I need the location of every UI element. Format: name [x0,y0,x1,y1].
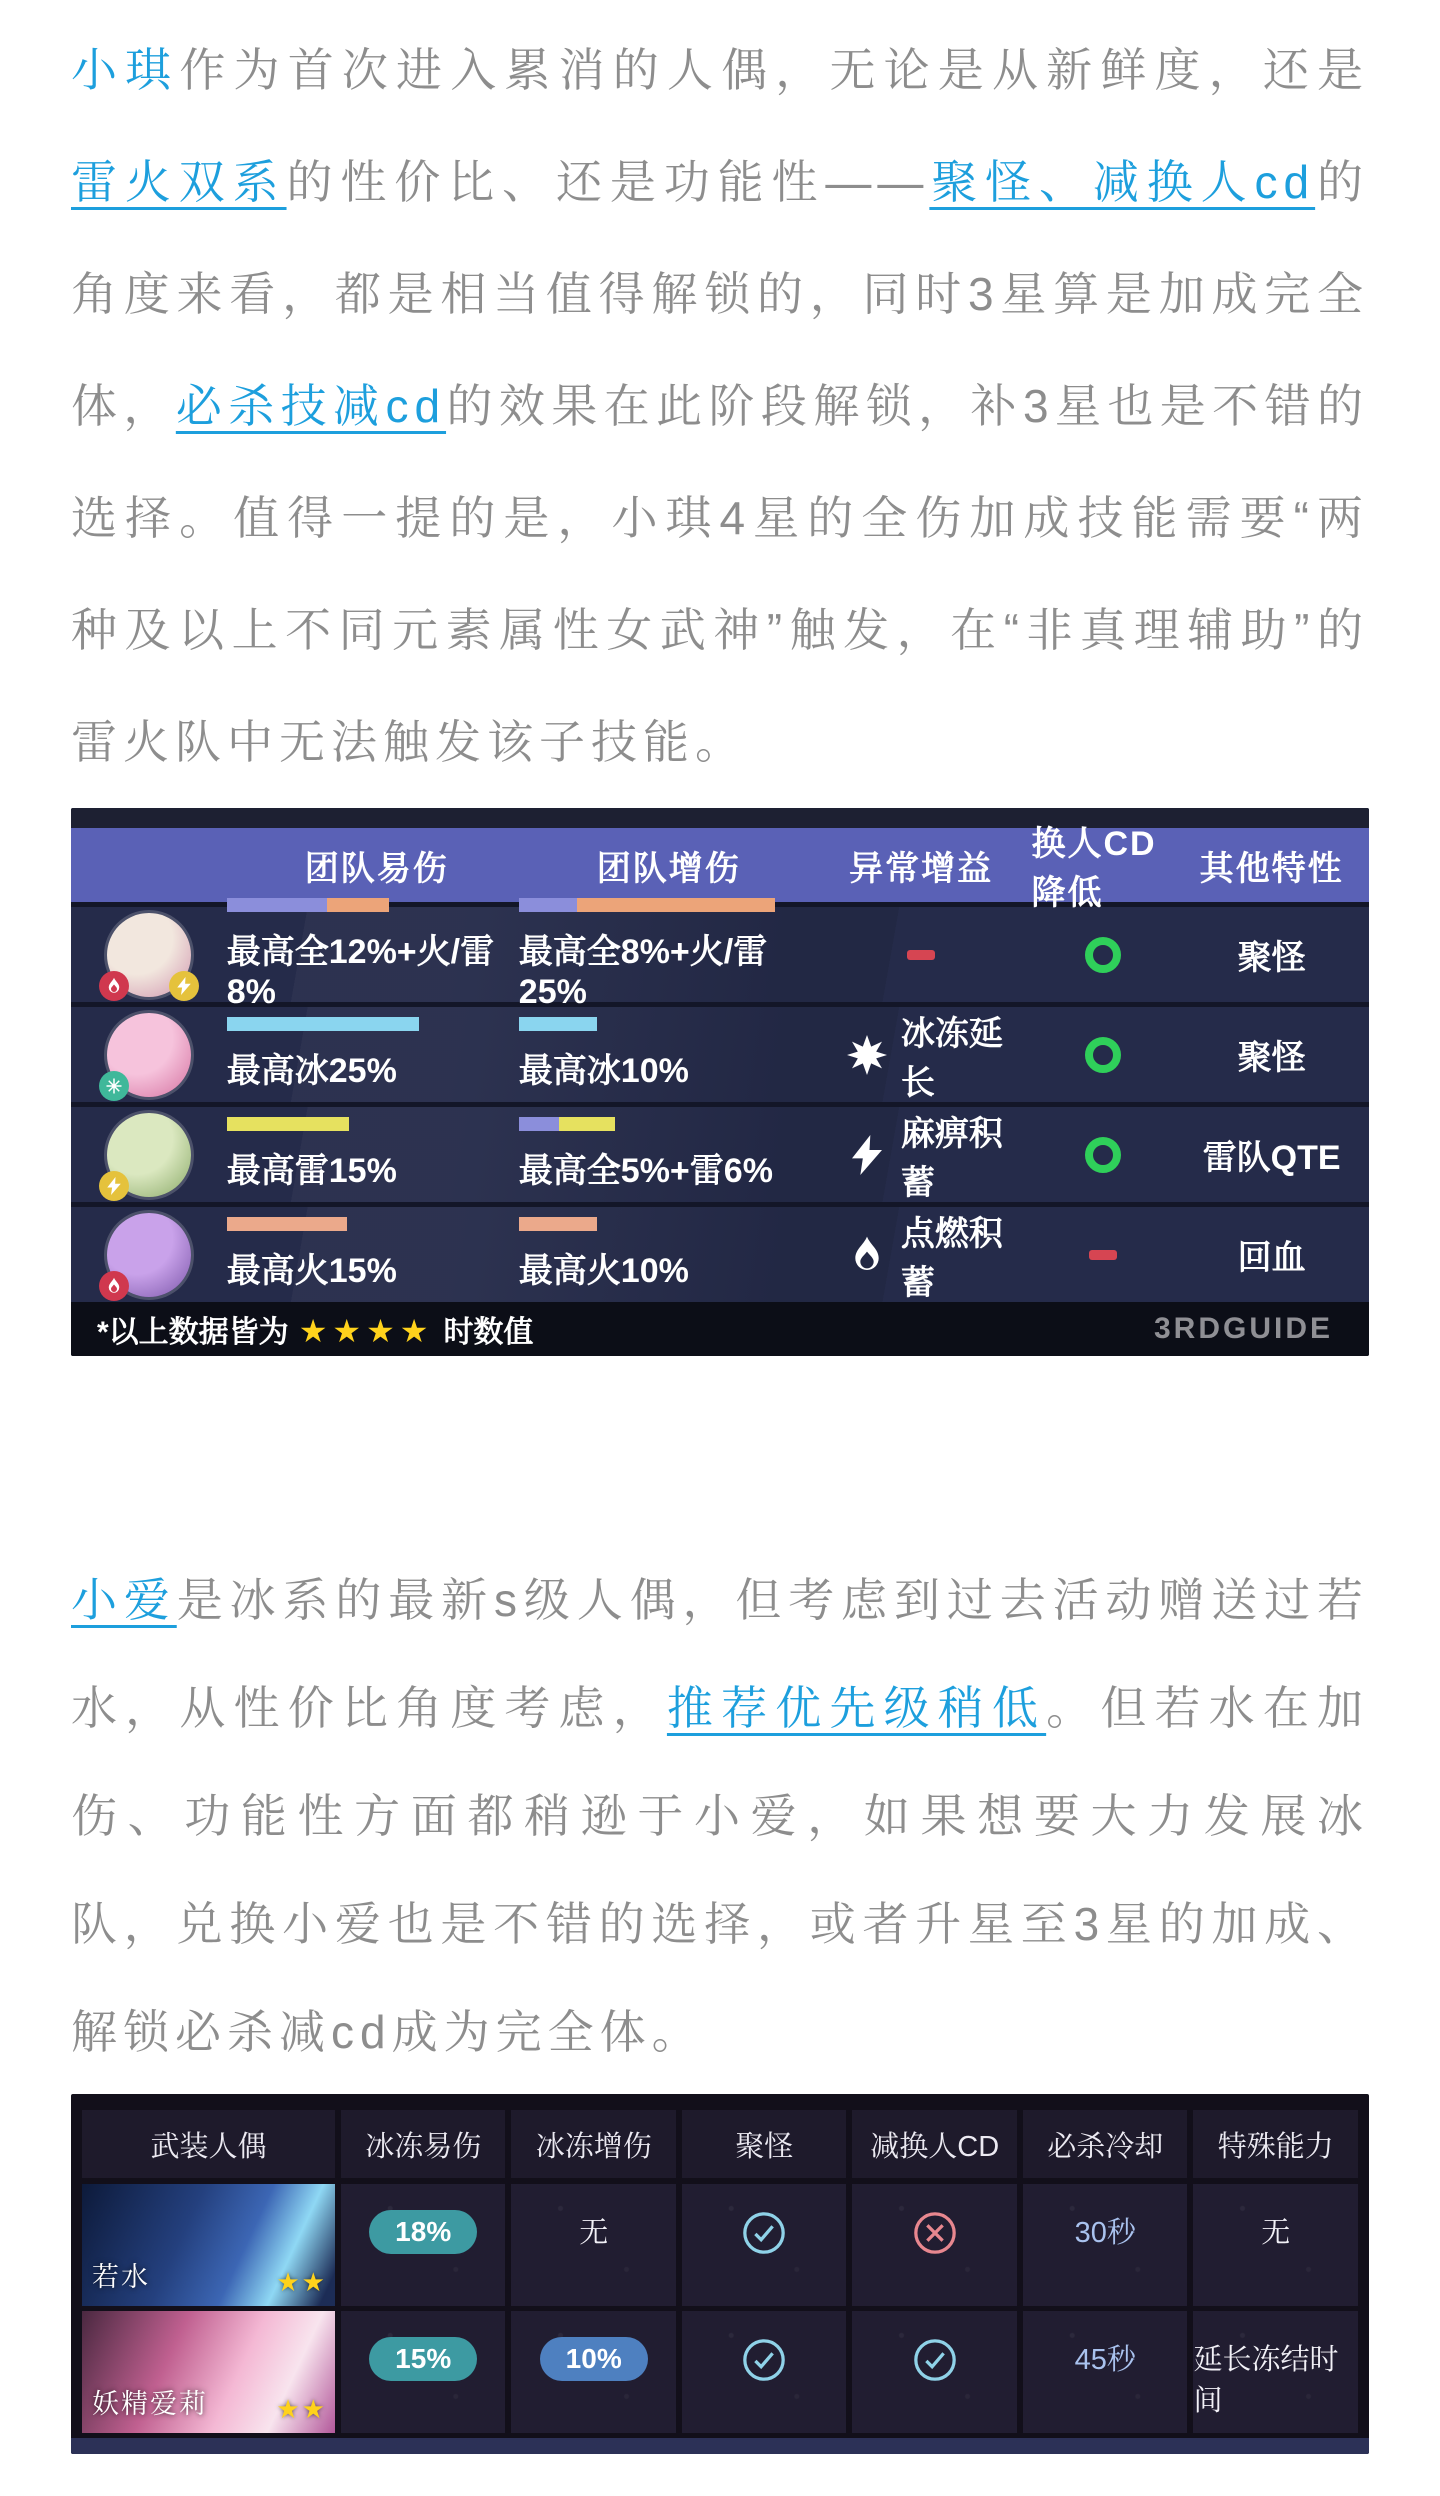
inline-link[interactable]: 聚怪、减换人cd [929,156,1316,208]
team-vulnerability-cell [227,1117,519,1192]
stat-bar-segment [227,1117,349,1131]
table2-column-header: 武装人偶 [82,2110,335,2178]
paragraph-xiaoai [71,1546,1369,2086]
none-dash-icon [1089,1250,1117,1260]
ice-vulnerability-cell [341,2311,506,2433]
text-segment: 作为首次进入累消的人偶，无论是从新鲜度，还是 [179,44,1370,96]
inline-link[interactable]: 必杀技减cd [175,380,447,432]
stat-label: 最高全12%+火/雷8% [226,932,495,1011]
cross-circle-icon [912,2210,958,2264]
avatar-cell [71,1213,227,1297]
avatar-cell [71,913,227,997]
special-ability-cell [1193,2184,1358,2306]
footnote-suffix: 时数值 [443,1316,534,1349]
table1-column-header: 换人CD降低 [1031,825,1157,912]
percent-pill: 18% [369,2210,477,2254]
team-vulnerability-cell [227,1017,519,1092]
stat-bar [519,1117,811,1131]
stat-bar-segment [227,1017,419,1031]
stat-bar [227,1217,519,1231]
team-damage-boost-cell [519,1017,811,1092]
team-damage-boost-cell [519,898,811,1012]
team-vulnerability-cell [227,1217,519,1292]
table1-footnote-bar [71,1302,1369,1356]
inline-link[interactable]: 雷火双系 [71,156,287,208]
check-circle-icon [741,2210,787,2264]
cell-text: 延长冻结时间 [1193,2344,1339,2417]
table1-column-header: 团队增伤 [596,849,741,888]
doll-name-label: 若水 [92,2262,150,2292]
check-circle-icon [912,2337,958,2391]
fire-badge-icon [99,971,129,1001]
stat-bar-segment [327,898,389,912]
stat-label: 最高雷15% [226,1152,397,1190]
stat-bar-segment [519,898,577,912]
paragraph-xiaoqi [71,14,1369,798]
table1-row [71,1102,1369,1202]
ruoshui-avatar [82,2184,335,2306]
ice-dolls-table-screenshot [71,2094,1369,2454]
lightning-badge-icon [169,971,199,1001]
ice-damage-boost-cell [511,2311,676,2433]
stat-bar [227,898,519,912]
abnormal-buff-cell [811,1006,1032,1104]
table1-row [71,1002,1369,1102]
table1-row [71,902,1369,1011]
text-segment: 的效果在此阶段解锁，补3星也是不错的选择。值得一提的是，小琪4星的全伤加成技能需要“两种及以上不同元素属性女武神”触发，在“非真理辅助”的雷火队中无法触发该子技能。 [71,380,1369,768]
table2-column-header: 冰冻增伤 [511,2110,676,2178]
stat-bar-segment [519,1217,597,1231]
cell-text: 无 [1261,2217,1291,2249]
abnormal-buff-cell [811,1206,1032,1304]
text-segment: 的角度来看，都是相当值得解锁的，同时3星算是加成完全体， [71,156,1370,432]
ice-damage-boost-cell [511,2184,676,2306]
table2-column-header: 必杀冷却 [1023,2110,1188,2178]
stat-bar-segment [519,1117,559,1131]
table2-grid [79,2110,1361,2438]
stat-bar [519,1217,811,1231]
none-dash-icon [907,950,935,960]
text-segment: 的性价比、还是功能性—— [286,156,930,208]
table1-column-header: 团队易伤 [304,849,449,888]
stat-label: 最高火15% [226,1252,397,1290]
snow-badge-icon [99,1071,129,1101]
fire-purple-avatar [107,1213,191,1297]
stat-bar [227,1017,519,1031]
stat-bar-segment [559,1117,615,1131]
inline-link[interactable]: 推荐优先级稍低 [666,1682,1047,1734]
ult-cooldown-cell [1023,2311,1188,2433]
lightning-icon [847,1135,887,1175]
star-rank-icon: ★★ [276,2394,327,2424]
stat-label: 最高全5%+雷6% [518,1152,773,1190]
abnormal-label: 冰冻延长 [900,1014,1003,1102]
footnote-prefix: *以上数据皆为 [97,1316,289,1349]
stat-bar-segment [577,898,775,912]
table1-header-row [71,825,1369,912]
doll-name-label: 妖精爱莉 [92,2389,208,2419]
team-damage-boost-cell [519,1217,811,1292]
stat-bar-segment [227,1217,347,1231]
team-vulnerability-cell [227,898,519,1012]
table2-column-header: 减换人CD [852,2110,1017,2178]
lightning-badge-icon [99,1171,129,1201]
stat-label: 最高冰10% [518,1052,689,1090]
team-damage-boost-cell [519,1117,811,1192]
percent-pill: 15% [369,2337,477,2381]
swap-cd-cell [1032,1037,1175,1073]
stat-bar-segment [227,898,327,912]
ice-pink-avatar [107,1013,191,1097]
ult-cooldown-cell [1023,2184,1188,2306]
text-segment: 。但若水在加伤、功能性方面都稍逊于小爱，如果想要大力发展冰队，兑换小爱也是不错的选择，或者升星至3星的加成、解锁必杀减cd成为完全体。 [71,1682,1370,2058]
star-rank-icon: ★★ [276,2267,327,2297]
table1-row [71,1202,1369,1302]
swap-cd-cell [852,2184,1017,2306]
watermark: 3RDGUIDE [1153,1312,1333,1345]
text-segment: 是冰系的最新s级人偶，但考虑到过去活动赠送过若水，从性价比角度考虑， [71,1574,1369,1734]
swap-cd-cell [1032,1250,1175,1260]
check-circle-icon [741,2337,787,2391]
table2-column-header: 特殊能力 [1193,2110,1358,2178]
inline-link[interactable]: 小爱 [71,1574,177,1626]
gather-cell [682,2184,847,2306]
burst-icon [847,1035,887,1075]
flame-icon [847,1235,887,1275]
ice-vulnerability-cell [341,2184,506,2306]
stat-label: 最高火10% [518,1252,689,1290]
special-ability-cell [1193,2311,1358,2433]
trait-cell: 雷队QTE [1202,1139,1341,1177]
percent-pill: 10% [540,2337,648,2381]
abnormal-label: 点燃积蓄 [900,1214,1003,1302]
four-stars-icon: ★★★★ [298,1313,434,1349]
cell-text: 45秒 [1074,2344,1136,2376]
swap-cd-cell [1032,1137,1175,1173]
abnormal-label: 麻痹积蓄 [900,1114,1003,1202]
lightning-green-avatar [107,1113,191,1197]
avatar-cell [71,1113,227,1197]
inline-link[interactable]: 小琪 [71,44,180,96]
table1-top-strip [71,808,1369,828]
fire-badge-icon [99,1271,129,1301]
swap-cd-cell [1032,937,1175,973]
stat-bar [519,1017,811,1031]
cell-text: 无 [579,2217,609,2249]
trait-cell: 聚怪 [1237,1039,1306,1077]
cell-text: 30秒 [1074,2217,1136,2249]
stat-label: 最高冰25% [226,1052,397,1090]
abnormal-buff-cell [811,950,1032,960]
stat-label: 最高全8%+火/雷25% [518,932,768,1011]
table1-column-header: 其他特性 [1199,849,1344,888]
table2-column-header: 聚怪 [682,2110,847,2178]
team-buff-table-screenshot [71,808,1369,1356]
elysia-avatar [82,2311,335,2433]
trait-cell: 聚怪 [1237,939,1306,977]
yes-ring-icon [1085,937,1121,973]
footnote [97,1307,533,1351]
table2-column-header: 冰冻易伤 [341,2110,506,2178]
swap-cd-cell [852,2311,1017,2433]
table2-bottom-strip [71,2438,1369,2454]
avatar-cell [71,1013,227,1097]
stat-bar [227,1117,519,1131]
yes-ring-icon [1085,1037,1121,1073]
qi-fire-lightning-avatar [107,913,191,997]
abnormal-buff-cell [811,1106,1032,1204]
table1-column-header: 异常增益 [849,849,994,888]
gather-cell [682,2311,847,2433]
yes-ring-icon [1085,1137,1121,1173]
stat-bar [519,898,811,912]
stat-bar-segment [519,1017,597,1031]
trait-cell: 回血 [1237,1239,1306,1277]
